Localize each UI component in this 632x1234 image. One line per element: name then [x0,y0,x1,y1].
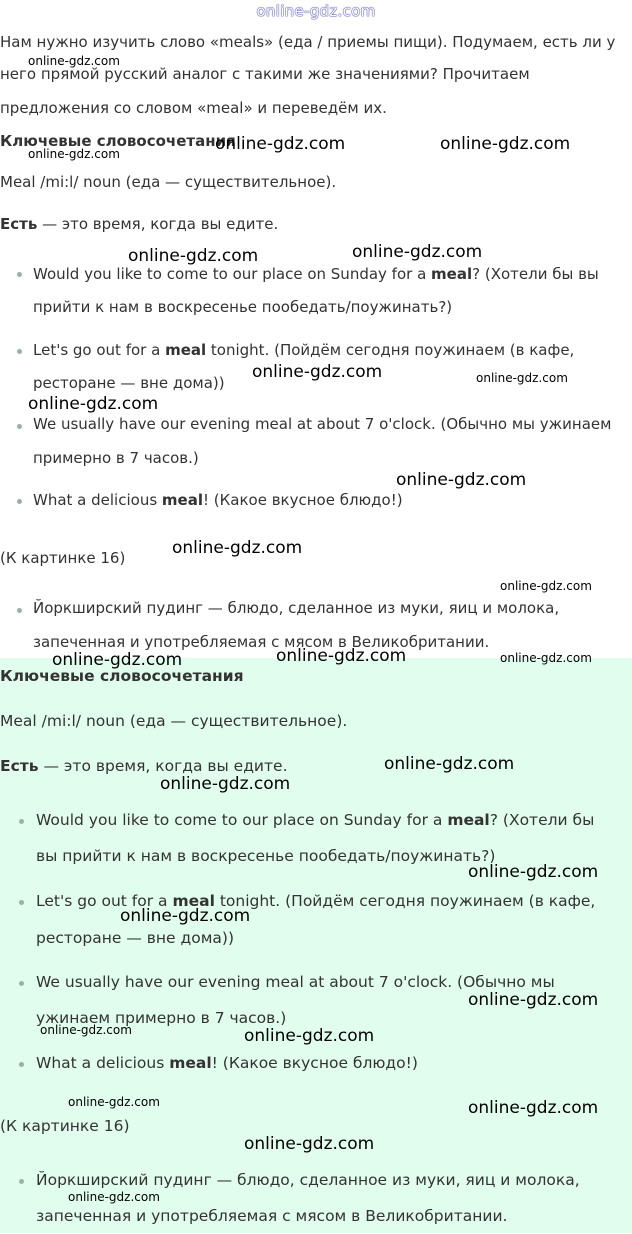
watermark-text: online-gdz.com [128,246,259,266]
watermark-text: online-gdz.com [500,651,592,665]
bullet-dot [19,1179,24,1184]
definition-highlighted: Meal /mi:l/ noun (еда — существительное). [0,712,348,730]
example-4-line-1: What a delicious meal! (Какое вкусное блюдо!) [33,491,403,509]
site-header-watermark: online-gdz.com [256,2,376,20]
watermark-text: online-gdz.com [68,1095,160,1109]
example-4-line-1-highlighted: What a delicious meal! (Какое вкусное блюдо!) [36,1054,418,1072]
example-1-line-1: Would you like to come to our place on Sunday for a meal? (Хотели бы вы [33,265,599,283]
pudding-line-1-highlighted: Йоркширский пудинг — блюдо, сделанное из муки, яиц и молока, [36,1171,580,1189]
watermark-text: online-gdz.com [384,754,515,774]
watermark-text: online-gdz.com [252,362,383,382]
pudding-line-1: Йоркширский пудинг — блюдо, сделанное из муки, яиц и молока, [33,599,560,617]
section-heading: Ключевые словосочетания [0,132,236,150]
watermark-text: online-gdz.com [28,394,159,414]
watermark-text: online-gdz.com [28,54,120,68]
intro-line-3: предложения со словом «meal» и переведём их. [0,99,387,117]
bullet-dot [17,499,22,504]
example-3-line-2-highlighted: ужинаем примерно в 7 часов.) [36,1009,287,1027]
watermark-text: online-gdz.com [215,134,346,154]
bullet-dot [17,424,22,429]
bullet-dot [19,981,24,986]
example-2-line-1: Let's go out for a meal tonight. (Пойдём сегодня поужинаем (в кафе, [33,341,575,359]
watermark-text: online-gdz.com [52,650,183,670]
est-word: Есть [0,215,38,233]
watermark-text: online-gdz.com [120,906,251,926]
picture-note: (К картинке 16) [0,549,126,567]
example-3-line-2: примерно в 7 часов.) [33,449,199,467]
section-heading-highlighted: Ключевые словосочетания [0,667,244,685]
picture-note-highlighted: (К картинке 16) [0,1117,130,1135]
watermark-text: online-gdz.com [500,579,592,593]
watermark-text: online-gdz.com [352,242,483,262]
example-2-line-2-highlighted: ресторане — вне дома)) [36,929,234,947]
bullet-dot [17,608,22,613]
watermark-text: online-gdz.com [276,646,407,666]
example-1-line-2-highlighted: вы прийти к нам в воскресенье пообедать/поужинать?) [36,847,496,865]
bullet-dot [19,819,24,824]
watermark-text: online-gdz.com [396,470,527,490]
watermark-text: online-gdz.com [468,990,599,1010]
example-2-line-2: ресторане — вне дома)) [33,374,225,392]
bullet-dot [19,1062,24,1067]
watermark-text: online-gdz.com [28,147,120,161]
definition: Meal /mi:l/ noun (еда — существительное). [0,173,337,191]
intro-line-1: Нам нужно изучить слово «meals» (еда / приемы пищи). Подумаем, есть ли у [0,33,616,51]
watermark-text: online-gdz.com [440,134,571,154]
bullet-dot [17,349,22,354]
example-3-line-1: We usually have our evening meal at about 7 o'clock. (Обычно мы ужинаем [33,415,612,433]
example-1-line-2: прийти к нам в воскресенье пообедать/поужинать?) [33,298,453,316]
est-definition [0,207,278,242]
example-2-line-1-highlighted: Let's go out for a meal tonight. (Пойдём сегодня поужинаем (в кафе, [36,892,596,910]
watermark-text: online-gdz.com [68,1190,160,1204]
watermark-text: online-gdz.com [244,1134,375,1154]
est-rest: — это время, когда вы едите. [37,215,279,233]
watermark-text: online-gdz.com [160,774,291,794]
watermark-text: online-gdz.com [172,538,303,558]
example-1-line-1-highlighted: Would you like to come to our place on Sunday for a meal? (Хотели бы [36,811,595,829]
pudding-line-2-highlighted: запеченная и употребляемая с мясом в Великобритании. [36,1207,508,1225]
bullet-dot [19,900,24,905]
watermark-text: online-gdz.com [244,1026,375,1046]
est-definition-highlighted: Есть — это время, когда вы едите. [0,757,288,775]
watermark-text: online-gdz.com [40,1023,132,1037]
watermark-text: online-gdz.com [468,1098,599,1118]
pudding-line-2: запеченная и употребляемая с мясом в Великобритании. [33,633,490,651]
example-3-line-1-highlighted: We usually have our evening meal at about 7 o'clock. (Обычно мы [36,973,555,991]
intro-line-2: него прямой русский аналог с такими же значениями? Прочитаем [0,65,530,83]
bullet-dot [17,272,22,277]
watermark-text: online-gdz.com [468,862,599,882]
watermark-text: online-gdz.com [476,371,568,385]
